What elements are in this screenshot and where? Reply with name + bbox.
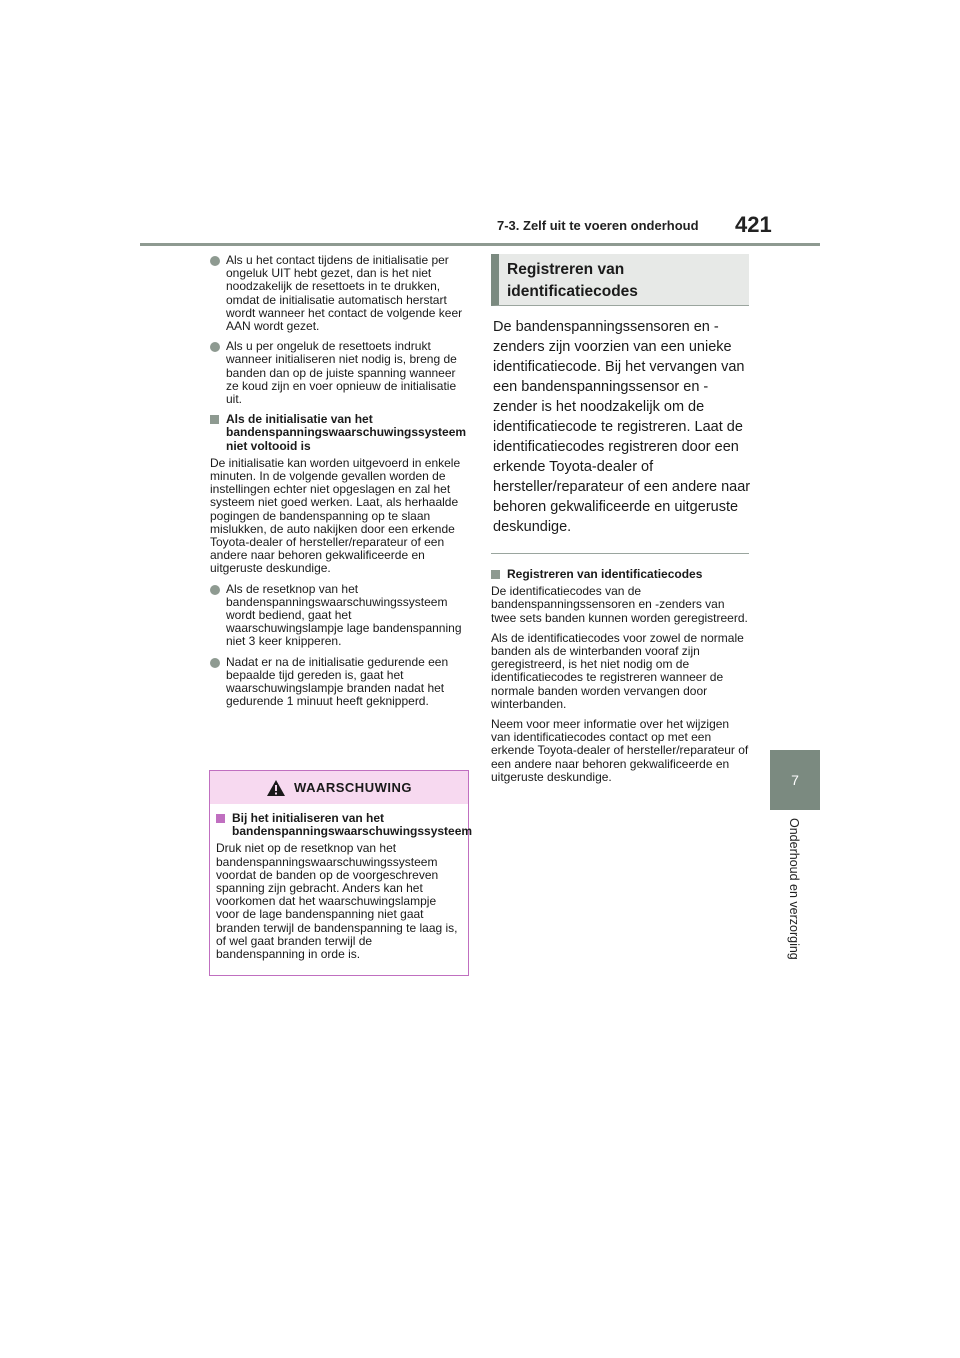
bullet-icon	[210, 658, 220, 668]
right-column	[491, 254, 751, 791]
left-column	[210, 254, 470, 716]
paragraph: De identificatiecodes van de bandenspanningssensoren en -zenders van twee sets banden kunnen worden geregistreerd.	[491, 584, 748, 625]
list-item: Als u per ongeluk de resettoets indrukt wanneer initialiseren niet nodig is, breng de banden dan op de juiste spanning wanneer ze koud zijn en voer opnieuw de initialisatie uit.	[210, 340, 470, 406]
warning-body	[210, 804, 473, 962]
chapter-tab[interactable]	[770, 750, 820, 810]
chapter-name: Onderhoud en verzorging	[787, 818, 801, 960]
warning-triangle-icon	[266, 779, 286, 797]
list-item: Als u het contact tijdens de initialisatie per ongeluk UIT hebt gezet, dan is het niet noodzakelijk de resettoets in te drukken, omdat de initialisatie automatisch herstart wordt wanneer het contact de volgende keer AAN wordt gezet.	[210, 254, 470, 333]
subheading: Registreren van identificatiecodes	[491, 568, 751, 581]
list-item: Als de resetknop van het bandenspanningswaarschuwingssysteem wordt bediend, gaat het waarschuwingslampje lage bandenspanning niet 3 keer knipperen.	[210, 583, 470, 649]
paragraph: De initialisatie kan worden uitgevoerd in enkele minuten. In de volgende gevallen worden de instellingen echter niet opgeslagen en zal het systeem niet goed werken. Laat, als herhaalde pogingen de bandenspanning op te slaan mislukken, de auto nakijken door een erkende Toyota-dealer of hersteller/reparateur of een andere naar behoren gekwalificeerde en uitgeruste deskundige.	[210, 455, 461, 576]
warning-box	[209, 770, 473, 976]
bullet-icon	[210, 342, 220, 352]
warning-subheading: Bij het initialiseren van het bandenspanningswaarschuwingssysteem	[216, 812, 462, 838]
bullet-icon	[210, 585, 220, 595]
warning-header	[210, 771, 468, 804]
paragraph: Neem voor meer informatie over het wijzigen van identificatiecodes contact op met een erkende Toyota-dealer of hersteller/reparateur of een andere naar behoren gekwalificeerde en uitgeruste deskundige.	[491, 717, 749, 784]
header-rule	[140, 243, 820, 246]
warning-title: WAARSCHUWING	[294, 780, 412, 795]
bullet-icon	[210, 256, 220, 266]
list-item: Nadat er na de initialisatie gedurende een bepaalde tijd gereden is, gaat het waarschuwingslampje branden nadat het gedurende 1 minuut heeft geknipperd.	[210, 656, 470, 709]
square-icon	[491, 570, 500, 579]
section-heading: Registreren van identificatiecodes	[491, 254, 749, 306]
page-number: 421	[735, 212, 772, 237]
square-icon	[216, 814, 225, 823]
divider	[491, 553, 749, 554]
chapter-number: 7	[791, 772, 799, 788]
warning-text: Druk niet op de resetknop van het bandenspanningswaarschuwingssysteem voordat de banden op de voorgeschreven spanning zijn gebracht. Anders kan het voorkomen dat het waarschuwingslampje voor de lage bandenspanning niet gaat branden terwijl de bandenspanning te laag is, of wel gaat branden terwijl de bandenspanning in orde is.	[216, 841, 458, 962]
square-icon	[210, 415, 219, 424]
section-title: 7-3. Zelf uit te voeren onderhoud	[497, 218, 699, 233]
paragraph: Als de identificatiecodes voor zowel de normale banden als de winterbanden vooraf zijn geregistreerd, is het niet nodig om de identificatiecodes te registreren wanneer de normale banden worden vervangen door winterbanden.	[491, 630, 744, 711]
intro-paragraph: De bandenspanningssensoren en -zenders zijn voorzien van een unieke identificatiecode. Bij het vervangen van een bandenspanningssensor en -zender is het noodzakelijk om de identificatiecode te registreren. Laat de identificatiecodes registreren door een erkende Toyota-dealer of hersteller/reparateur of een andere naar behoren gekwalificeerde en uitgeruste deskundige.	[493, 319, 751, 535]
subheading: Als de initialisatie van het bandenspanningswaarschuwingssysteem niet voltooid is	[210, 413, 470, 453]
